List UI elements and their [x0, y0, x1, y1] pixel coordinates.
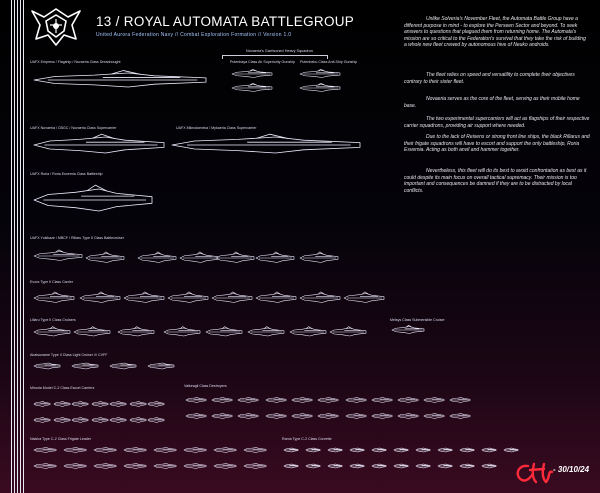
- ship-rama-b-9: [460, 464, 474, 468]
- ship-roria: [34, 185, 152, 211]
- ship-lillaru-5: [206, 327, 242, 336]
- ship-empress: [34, 71, 206, 87]
- ship-rillaru-6: [300, 252, 338, 263]
- page-subtitle: United Aurora Federation Navy // Combat Exploration Formation // Version 1.0: [96, 32, 292, 38]
- ship-valkeagil-b-5: [292, 414, 312, 419]
- ship-minoria-b-7: [148, 418, 164, 423]
- ship-rama-a-10: [482, 448, 496, 452]
- ship-minoria-a-3: [72, 402, 88, 407]
- ship-rama-a-1: [284, 448, 298, 452]
- ship-putenbahu-1: [300, 69, 340, 77]
- label-novaeria: UAFX Novaeria / CBGC / Novaeria Class Supercarrier: [30, 126, 117, 130]
- ship-akatsuname-2: [72, 363, 98, 369]
- ship-putenbaya-2: [232, 83, 272, 91]
- description-paragraph-3: Novaeria serves as the core of the fleet, serving as their mobile home base.: [404, 96, 580, 109]
- ship-valkeagil-b-9: [398, 414, 418, 419]
- label-rama: Rama Type C-2 Class Corvette: [282, 437, 332, 441]
- ship-valkeagil-b-1: [186, 414, 206, 419]
- ship-lillaru-1: [34, 327, 70, 336]
- label-lillaru: Lillaru Type II Class Cruisers: [30, 318, 76, 322]
- ship-rama-a-4: [350, 448, 364, 452]
- label-mikrodomeka: UAFX Mikrodomeka / Mykaeria Class Supercarrier: [176, 126, 257, 130]
- ship-valkeagil-b-3: [238, 414, 258, 419]
- ship-rama-a-3: [328, 448, 342, 452]
- label-valkeagil: Valkeagil Class Destroyers: [184, 384, 227, 388]
- ship-naisha-a-6: [184, 448, 206, 453]
- ship-rama-b-1: [284, 464, 298, 468]
- ship-naisha-a-1: [34, 448, 56, 453]
- ship-valkeagil-a-2: [212, 398, 232, 403]
- ship-minoria-a-1: [34, 402, 50, 407]
- ship-rama-b-6: [394, 464, 408, 468]
- ship-naisha-a-4: [124, 448, 146, 453]
- ship-akatsuname-1: [34, 363, 60, 369]
- ship-rillaru-4: [216, 252, 254, 263]
- ship-rama-a-8: [438, 448, 452, 452]
- ship-naisha-b-7: [214, 464, 236, 469]
- ship-evora-6: [256, 292, 296, 303]
- ship-valkeagil-a-4: [266, 398, 286, 403]
- ship-yukikaze: [34, 250, 82, 261]
- description-paragraph-5: Due to the lack of Reisens or strong front line ships, the black Rillarus and their frigate squadrons will have to escort and support the only battleship, Roria Esvernia. Acting as both anvil and hammer together.: [404, 134, 590, 154]
- ship-rama-b-3: [328, 464, 342, 468]
- ship-lillaru-4: [164, 327, 200, 336]
- ship-valkeagil-b-7: [346, 414, 366, 419]
- ship-naisha-a-3: [94, 448, 116, 453]
- ship-valkeagil-a-11: [450, 398, 470, 403]
- ship-rillaru-2: [138, 252, 176, 263]
- ship-valkeagil-a-6: [318, 398, 338, 403]
- label-melsys: Melsys Class Submersible Cruiser: [390, 318, 445, 322]
- garrison-bracket-label: Novaeria's Garrisoned Heavy Squadron: [246, 49, 313, 53]
- label-naisha: Naisha Type C-2 Class Frigate Leader: [30, 437, 92, 441]
- ship-naisha-a-8: [244, 448, 266, 453]
- ship-minoria-b-3: [72, 418, 88, 423]
- ship-minoria-a-2: [54, 402, 70, 407]
- ship-minoria-a-6: [130, 402, 146, 407]
- ship-evora-1: [34, 292, 74, 303]
- label-empress: UAFX Empress / Flagship / Novaeria Class Dreadnought: [30, 60, 121, 64]
- ship-naisha-a-5: [154, 448, 176, 453]
- ship-evora-3: [124, 292, 164, 303]
- ship-evora-4: [168, 292, 208, 303]
- ship-valkeagil-a-5: [292, 398, 312, 403]
- label-roria: UAFX Roria / Roria Esvernia Class Battleship: [30, 172, 103, 176]
- ship-evora-5: [212, 292, 252, 303]
- ship-rama-a-2: [306, 448, 320, 452]
- ship-valkeagil-b-8: [372, 414, 392, 419]
- ship-evora-7: [300, 292, 340, 303]
- label-yukikaze: UAFX Yukikaze / MBCF / Rillaru Type II Class Battlecruiser: [30, 236, 124, 240]
- ship-naisha-b-1: [34, 464, 56, 469]
- signature-date: - 30/10/24: [553, 465, 590, 474]
- label-putenbaya: Putenbaya Class Air Superiority Gunship: [230, 60, 295, 64]
- ship-naisha-b-6: [184, 464, 206, 469]
- ship-lillaru-8: [330, 327, 366, 336]
- label-evora: Evora Type II Class Carrier: [30, 280, 74, 284]
- ship-minoria-a-7: [148, 402, 164, 407]
- ship-valkeagil-a-8: [372, 398, 392, 403]
- ship-valkeagil-b-4: [266, 414, 286, 419]
- label-minoria: Minoria Model C-2 Class Escort Carriers: [30, 386, 95, 390]
- ship-naisha-b-2: [64, 464, 86, 469]
- ship-rama-b-7: [416, 464, 430, 468]
- ship-lillaru-7: [290, 327, 326, 336]
- ship-rama-b-10: [482, 464, 496, 468]
- ship-melsys: [392, 325, 424, 333]
- ship-valkeagil-a-1: [186, 398, 206, 403]
- ship-evora-2: [80, 292, 120, 303]
- ship-minoria-b-6: [130, 418, 146, 423]
- description-paragraph-6: Nevertheless, this fleet will do its best to avoid confrontation as best as it could despite its main focus on overall tactical supremacy. Their mission is too important and consequences be damned if they are to be distracted by local conflicts.: [404, 168, 587, 194]
- ship-naisha-a-7: [214, 448, 236, 453]
- ship-valkeagil-b-11: [450, 414, 470, 419]
- ship-akatsuname-3: [110, 363, 136, 369]
- ship-rillaru-5: [256, 252, 294, 263]
- ship-rillaru-1: [86, 252, 124, 263]
- ship-putenbahu-2: [300, 83, 340, 91]
- ship-rama-a-11: [504, 448, 518, 452]
- ship-rillaru-3: [180, 252, 218, 263]
- ship-valkeagil-b-10: [424, 414, 444, 419]
- ship-lillaru-6: [248, 327, 284, 336]
- ship-rama-b-2: [306, 464, 320, 468]
- ship-rama-b-8: [438, 464, 452, 468]
- ship-valkeagil-a-10: [424, 398, 444, 403]
- ship-valkeagil-a-3: [238, 398, 258, 403]
- ship-akatsuname-4: [148, 363, 174, 369]
- ship-rama-a-7: [416, 448, 430, 452]
- ship-valkeagil-b-2: [212, 414, 232, 419]
- ship-naisha-b-4: [124, 464, 146, 469]
- ship-novaeria: [34, 134, 164, 153]
- ship-valkeagil-b-6: [318, 414, 338, 419]
- ship-lillaru-3: [118, 327, 154, 336]
- ship-minoria-b-2: [54, 418, 70, 423]
- ship-putenbaya-1: [232, 69, 272, 77]
- description-paragraph-1: Unlike Solveria's November Fleet, the Automata Battle Group have a different purpose in mind - to explore the Perseen Sector and beyond. To seek answers to questions that plagued them from returning home. The Automata's mission are so critical to the Federation's survival that they take the risk of building a whole new fleet crewed by autonomous hive of Neuko androids.: [404, 16, 586, 49]
- ship-rama-a-5: [372, 448, 386, 452]
- ship-naisha-b-8: [244, 464, 266, 469]
- ship-rama-a-6: [394, 448, 408, 452]
- ship-evora-8: [344, 292, 384, 303]
- ship-minoria-b-5: [110, 418, 126, 423]
- ship-minoria-b-4: [92, 418, 108, 423]
- description-paragraph-4: The two experimental supercarriers will act as flagships of their respective carrier squadrons, providing air support where needed.: [404, 116, 590, 129]
- ship-minoria-a-5: [110, 402, 126, 407]
- ship-rama-a-9: [460, 448, 474, 452]
- ship-mikrodomeka: [172, 134, 360, 153]
- ship-valkeagil-a-7: [346, 398, 366, 403]
- page-title: 13 / ROYAL AUTOMATA BATTLEGROUP: [96, 14, 355, 29]
- ship-naisha-b-3: [94, 464, 116, 469]
- ship-rama-b-4: [350, 464, 364, 468]
- description-paragraph-2: The fleet relies on speed and versatility to complete their objectives contrary to their sister fleet.: [404, 72, 575, 85]
- ship-rama-b-5: [372, 464, 386, 468]
- ship-minoria-b-1: [34, 418, 50, 423]
- ship-naisha-a-2: [64, 448, 86, 453]
- ship-valkeagil-a-9: [398, 398, 418, 403]
- label-putenbahu: Putenbahu Class Anti-Ship Gunship: [300, 60, 358, 64]
- ship-naisha-b-5: [154, 464, 176, 469]
- ship-minoria-a-4: [92, 402, 108, 407]
- ship-lillaru-2: [74, 327, 110, 336]
- label-akatsuname: Akatsuname Type II Class Light Cruiser /// CVFF: [30, 353, 108, 357]
